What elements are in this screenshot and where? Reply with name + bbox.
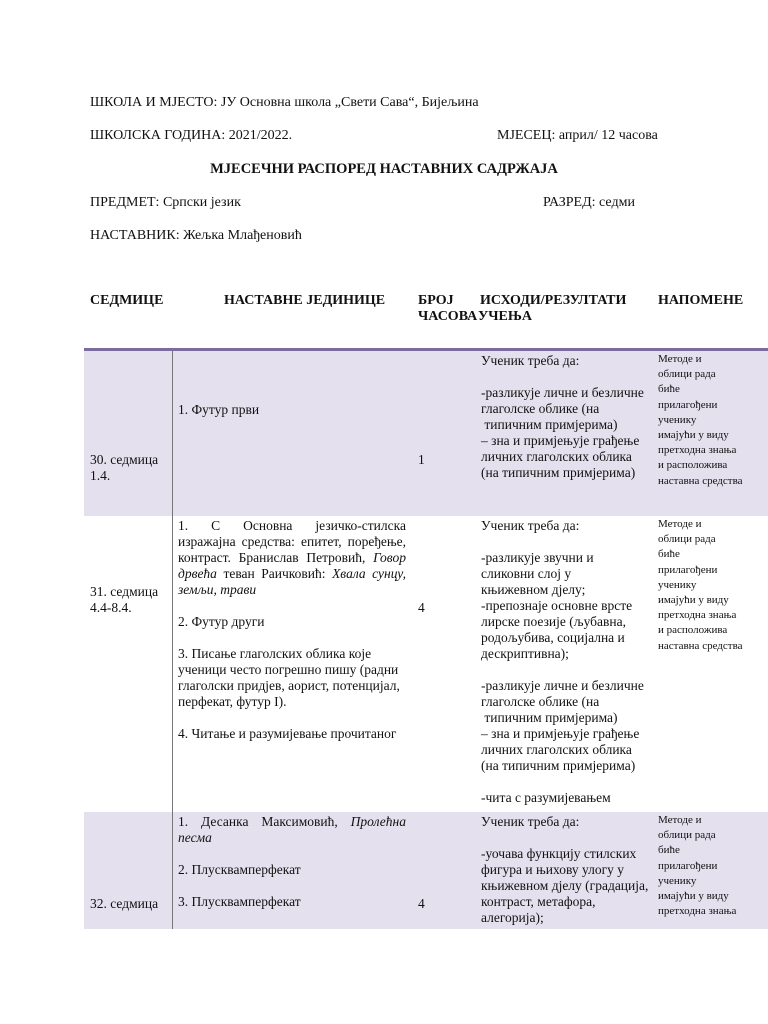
week-cell: 31. седмица 4.4-8.4.: [90, 584, 159, 615]
notes-cell: Методе и облици рада биће прилагођени ученику имајући у виду претходна знања и расположива наставна средства: [658, 518, 743, 652]
column-divider: [172, 351, 173, 929]
outcomes-cell: Ученик треба да: -разликује звучни и сликовни слој у књижевном дјелу; -препознаје основне врсте лирске поезије (љубавна, родољубива, социјална и дескриптивна); -разликује личне и безличне глаголске облике (на типичним примјерима) – зна и примјењује грађење личних глаголских облика (на типичним примјерима) -чита с разумијевањем: [481, 518, 644, 805]
unit-item: 4. Читање и разумијевање прочитаног: [178, 726, 397, 741]
week-cell: 30. седмица 1.4.: [90, 452, 159, 483]
week-cell: 32. седмица: [90, 896, 159, 911]
units-cell: [178, 518, 406, 742]
subject-line: ПРЕДМЕТ: Српски језик: [90, 195, 241, 210]
unit-item: 1. Десанка Максимовић, Пролећна песма: [178, 814, 406, 845]
teacher-line: НАСТАВНИК: Жељка Млађеновић: [90, 228, 302, 243]
column-header-units: НАСТАВНЕ ЈЕДИНИЦЕ: [224, 293, 386, 308]
column-header-outcomes: ИСХОДИ/РЕЗУЛТАТИ УЧЕЊА: [478, 293, 627, 324]
unit-item: 2. Футур други: [178, 614, 265, 629]
school-year-line: ШКОЛСКА ГОДИНА: 2021/2022.: [90, 128, 293, 143]
outcomes-cell: Ученик треба да: -разликује личне и безличне глаголске облике (на типичним примјерима) – зна и примјењује грађење личних глаголских облика (на типичним примјерима): [481, 353, 644, 480]
units-cell: 1. Футур први: [178, 402, 260, 417]
grade-line: РАЗРЕД: седми: [543, 195, 635, 210]
page-title: МЈЕСЕЧНИ РАСПОРЕД НАСТАВНИХ САДРЖАЈА: [210, 161, 558, 177]
unit-item: 2. Плусквамперфекат: [178, 862, 301, 877]
outcomes-cell: Ученик треба да: -уочава функцију стилских фигура и њихову улогу у књижевном дјелу (градација, контраст, метафора, алегорија);: [481, 814, 649, 925]
column-header-notes: НАПОМЕНЕ: [658, 293, 744, 308]
column-header-weeks: СЕДМИЦЕ: [90, 293, 164, 308]
unit-item: 3. Писање глаголских облика које ученици често погрешно пишу (радни глаголски придјев, аорист, потенцијал, перфекат, футур I).: [178, 646, 400, 709]
column-header-hours: БРОЈ ЧАСОВА: [418, 293, 478, 324]
notes-cell: Методе и облици рада биће прилагођени ученику имајући у виду претходна знања: [658, 814, 737, 918]
hours-cell: 4: [418, 896, 425, 911]
hours-cell: 4: [418, 600, 425, 615]
units-cell: [178, 814, 406, 910]
notes-cell: Методе и облици рада биће прилагођени ученику имајући у виду претходна знања и расположива наставна средства: [658, 353, 743, 487]
school-line: ШКОЛА И МЈЕСТО: ЈУ Основна школа „Свети Сава“, Бијељина: [90, 95, 479, 110]
unit-item: 3. Плусквамперфекат: [178, 894, 301, 909]
unit-item: 1. С Основна језичко-стилска изражајна средства: епитет, поређење, контраст. Бранислав Петровић, Говор дрвећа теван Раичковић: Хвала сунцу, земљи, трави: [178, 518, 407, 597]
hours-cell: 1: [418, 452, 425, 467]
month-line: МЈЕСЕЦ: април/ 12 часова: [497, 128, 658, 143]
